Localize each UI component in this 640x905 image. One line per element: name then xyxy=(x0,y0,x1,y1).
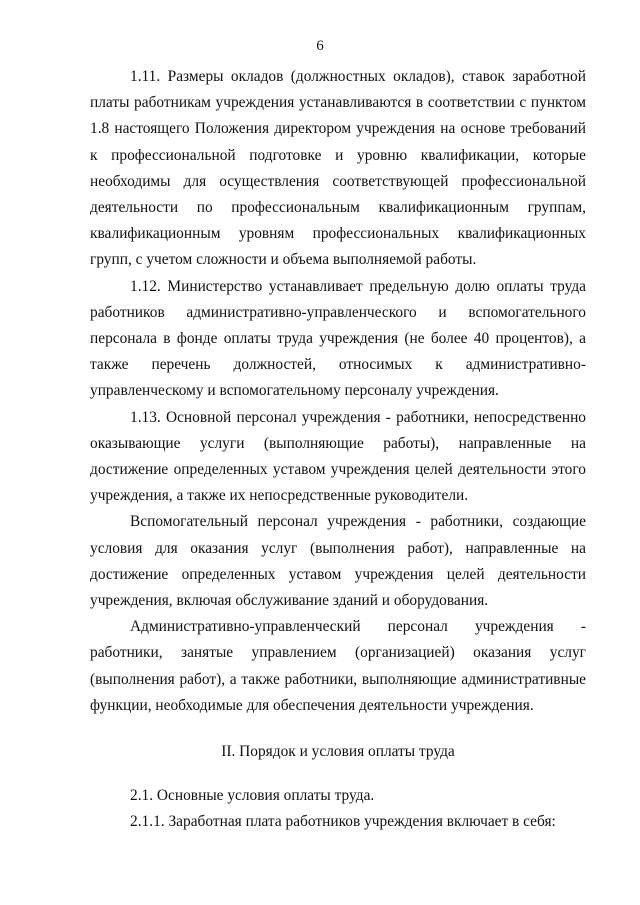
paragraph-1-11: 1.11. Размеры окладов (должностных окладов), ставок заработной платы работникам учреждения устанавливаются в соответствии с пунктом 1.8 настоящего Положения директором учреждения на основе требований к профессиональной подготовке и уровню квалификации, которые необходимы для осуществления соответствующей профессиональной деятельности по профессиональным квалификационным группам, квалификационным уровням профессиональных квалификационных групп, с учетом сложности и объема выполняемой работы. xyxy=(90,68,586,269)
page-number: 6 xyxy=(316,38,324,54)
document-body xyxy=(90,64,586,836)
paragraph-1-13: 1.13. Основной персонал учреждения - работники, непосредственно оказывающие услуги (выполняющие работы), направленные на достижение определенных уставом учреждения целей деятельности этого учреждения, а также их непосредственные руководители. xyxy=(90,408,586,505)
paragraph-auxiliary-staff: Вспомогательный персонал учреждения - работники, создающие условия для оказания услуг (выполнения работ), направленные на достижение определенных уставом учреждения целей деятельности учреждения, включая обслуживание зданий и оборудования. xyxy=(90,513,586,610)
paragraph-2-1-1: 2.1.1. Заработная плата работников учреждения включает в себя: xyxy=(130,813,556,831)
paragraph-admin-staff: Административно-управленческий персонал учреждения - работники, занятые управлением (организацией) оказания услуг (выполнения работ), а также работники, выполняющие административные функции, необходимые для обеспечения деятельности учреждения. xyxy=(90,618,586,714)
section-heading: II. Порядок и условия оплаты труда xyxy=(221,743,455,761)
paragraph-2-1: 2.1. Основные условия оплаты труда. xyxy=(130,787,375,805)
paragraph-1-12: 1.12. Министерство устанавливает предельную долю оплаты труда работников административно-управленческого и вспомогательного персонала в фонде оплаты труда учреждения (не более 40 процентов), а также перечень должностей, относимых к административно-управленческому и вспомогательному персоналу учреждения. xyxy=(90,277,586,400)
